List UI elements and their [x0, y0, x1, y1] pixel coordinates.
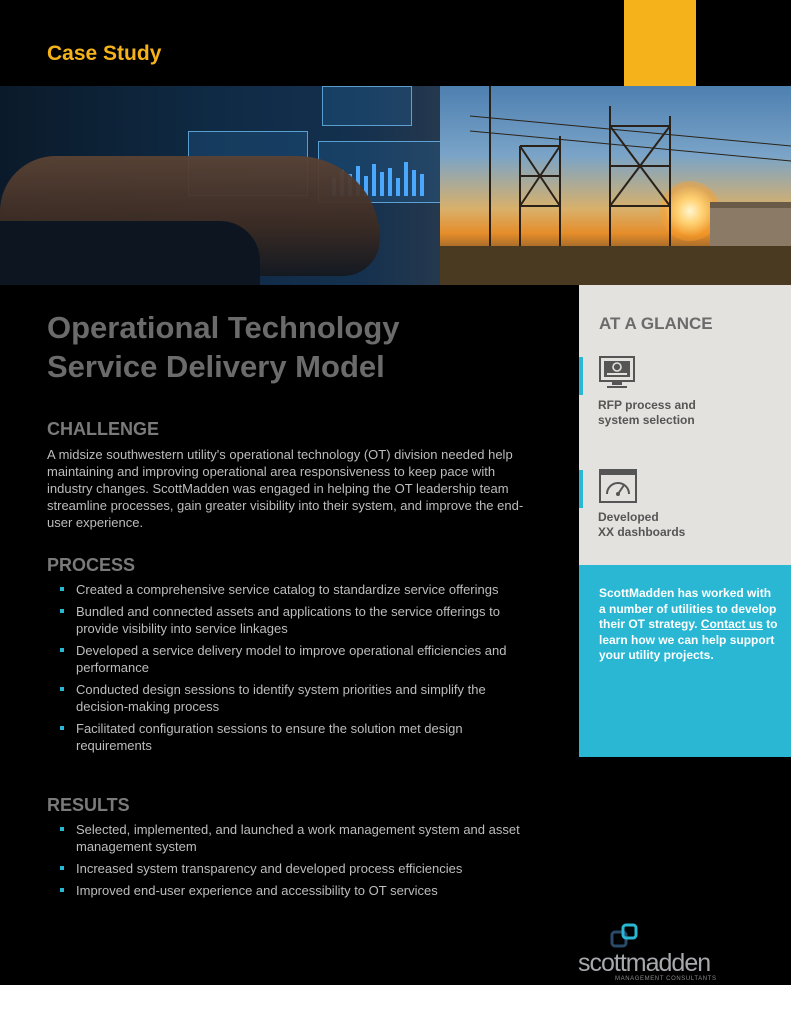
process-item-text: Conducted design sessions to identify system priorities and simplify the decision-making process — [76, 682, 486, 714]
at-a-glance-heading: AT A GLANCE — [599, 314, 713, 333]
glance-item-1-line-1: RFP process and — [598, 398, 696, 412]
glance-accent-bar — [579, 470, 583, 508]
challenge-heading: CHALLENGE — [47, 419, 159, 439]
process-item — [60, 642, 540, 676]
substation-towers-graphic — [470, 86, 791, 256]
scottmadden-logo-mark — [610, 923, 642, 951]
process-item-text: Facilitated configuration sessions to ensure the solution met design requirements — [76, 721, 463, 753]
bullet-icon — [60, 866, 64, 870]
bullet-icon — [60, 726, 64, 730]
glance-item-2-line-2: XX dashboards — [598, 525, 686, 539]
results-item — [60, 860, 540, 877]
process-item-text: Bundled and connected assets and applications to the service offerings to provide visibility into service linkages — [76, 604, 500, 636]
results-item-text: Increased system transparency and developed process efficiencies — [76, 861, 463, 876]
bullet-icon — [60, 609, 64, 613]
contact-us-link[interactable]: Contact us — [700, 617, 763, 631]
challenge-text: A midsize southwestern utility's operational technology (OT) division needed help maintaining and improving operational area responsiveness to keep pace with industry changes. ScottMadden was engaged in helping the OT leadership team streamline processes, gain greater visibility into their system, and improve the end-user experience. — [47, 447, 524, 530]
callout-text-before: ScottMadden has worked with a number of utilities to develop their OT strategy. — [599, 586, 777, 631]
results-item-text: Selected, implemented, and launched a work management system and asset management system — [76, 822, 520, 854]
hero-image — [0, 86, 791, 285]
process-item — [60, 681, 540, 715]
title-line-2: Service Delivery Model — [47, 349, 385, 384]
process-item — [60, 603, 540, 637]
process-item-text: Developed a service delivery model to improve operational efficiencies and performance — [76, 643, 507, 675]
glance-item-1-line-2: system selection — [598, 413, 695, 427]
results-heading: RESULTS — [47, 795, 130, 815]
computer-gear-icon — [598, 355, 638, 391]
glance-item-1-text — [598, 398, 778, 428]
logo-tagline: MANAGEMENT CONSULTANTS — [615, 976, 717, 982]
process-list — [60, 581, 540, 759]
glance-accent-bar — [579, 357, 583, 395]
results-list — [60, 821, 540, 904]
contact-callout-text — [599, 586, 779, 664]
bullet-icon — [60, 587, 64, 591]
title-line-1: Operational Technology — [47, 310, 400, 345]
process-heading: PROCESS — [47, 555, 136, 575]
bullet-icon — [60, 888, 64, 892]
case-study-label: Case Study — [47, 42, 162, 65]
process-item-text: Created a comprehensive service catalog to standardize service offerings — [76, 582, 499, 597]
glance-item-2-line-1: Developed — [598, 510, 659, 524]
page-title — [47, 308, 567, 386]
bullet-icon — [60, 687, 64, 691]
scottmadden-logo-text: scottmadden — [578, 949, 711, 977]
results-item-text: Improved end-user experience and accessibility to OT services — [76, 883, 438, 898]
dashboard-gauge-icon — [598, 468, 638, 504]
callout-text-after: to learn how we can help support your utility projects. — [599, 617, 778, 662]
hud-top-panel — [322, 86, 412, 126]
glance-item-2-text — [598, 510, 778, 540]
bullet-icon — [60, 827, 64, 831]
results-item — [60, 882, 540, 899]
sleeve — [0, 221, 260, 285]
process-item — [60, 720, 540, 754]
bullet-icon — [60, 648, 64, 652]
process-item — [60, 581, 540, 598]
results-item — [60, 821, 540, 855]
ground — [440, 246, 791, 285]
